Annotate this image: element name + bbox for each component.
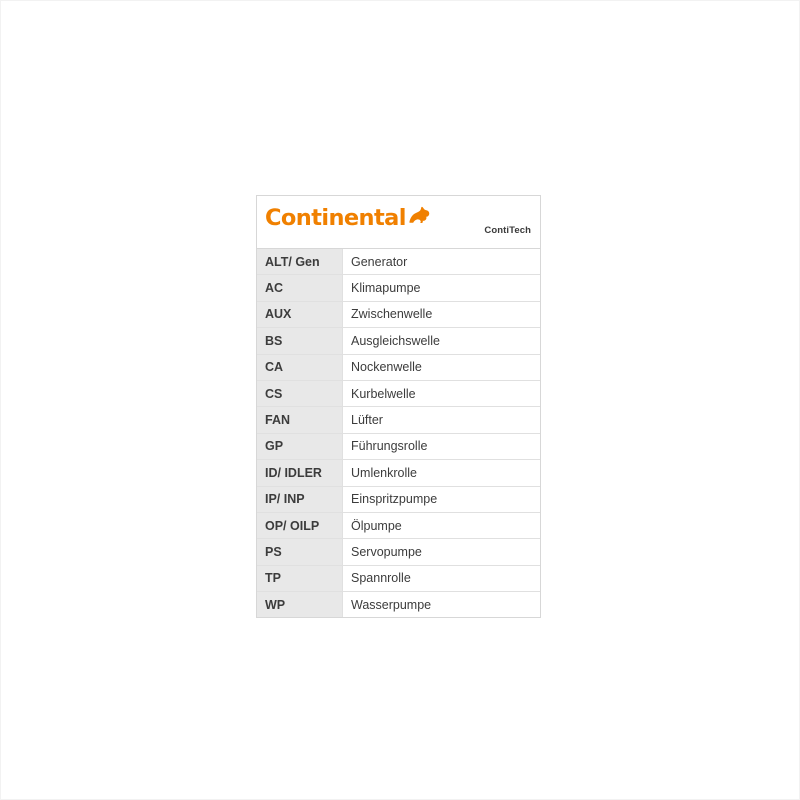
- table-row: [257, 407, 540, 433]
- brand-header: [257, 196, 540, 249]
- horse-logo-icon: [407, 205, 431, 230]
- sub-brand-label: ContiTech: [484, 225, 531, 236]
- term-cell: Kurbelwelle: [343, 380, 541, 406]
- brand-wordmark: Continental: [265, 205, 406, 231]
- abbreviation-cell: PS: [257, 539, 343, 565]
- abbreviation-cell: AUX: [257, 301, 343, 327]
- table-row: [257, 565, 540, 591]
- table-row: [257, 460, 540, 486]
- abbreviation-cell: BS: [257, 328, 343, 354]
- table-row: [257, 512, 540, 538]
- term-cell: Klimapumpe: [343, 275, 541, 301]
- term-cell: Lüfter: [343, 407, 541, 433]
- table-row: [257, 433, 540, 459]
- abbreviation-cell: ALT/ Gen: [257, 249, 343, 275]
- table-row: [257, 249, 540, 275]
- table-row: [257, 275, 540, 301]
- term-cell: Ausgleichswelle: [343, 328, 541, 354]
- table-row: [257, 592, 540, 618]
- table-row: [257, 354, 540, 380]
- abbreviation-cell: ID/ IDLER: [257, 460, 343, 486]
- abbreviation-cell: TP: [257, 565, 343, 591]
- term-cell: Umlenkrolle: [343, 460, 541, 486]
- continental-logo: [265, 207, 431, 230]
- abbreviation-cell: CS: [257, 380, 343, 406]
- table-row: [257, 380, 540, 406]
- term-cell: Zwischenwelle: [343, 301, 541, 327]
- abbreviation-cell: CA: [257, 354, 343, 380]
- legend-card: [256, 195, 541, 618]
- term-cell: Generator: [343, 249, 541, 275]
- term-cell: Servopumpe: [343, 539, 541, 565]
- legend-body: [257, 249, 540, 617]
- table-row: [257, 486, 540, 512]
- term-cell: Wasserpumpe: [343, 592, 541, 618]
- term-cell: Ölpumpe: [343, 512, 541, 538]
- table-row: [257, 539, 540, 565]
- abbreviation-cell: FAN: [257, 407, 343, 433]
- table-row: [257, 328, 540, 354]
- table-row: [257, 301, 540, 327]
- term-cell: Führungsrolle: [343, 433, 541, 459]
- term-cell: Einspritzpumpe: [343, 486, 541, 512]
- abbreviation-cell: AC: [257, 275, 343, 301]
- abbreviation-cell: IP/ INP: [257, 486, 343, 512]
- term-cell: Nockenwelle: [343, 354, 541, 380]
- term-cell: Spannrolle: [343, 565, 541, 591]
- abbreviation-legend-table: [257, 249, 540, 617]
- abbreviation-cell: GP: [257, 433, 343, 459]
- abbreviation-cell: WP: [257, 592, 343, 618]
- abbreviation-cell: OP/ OILP: [257, 512, 343, 538]
